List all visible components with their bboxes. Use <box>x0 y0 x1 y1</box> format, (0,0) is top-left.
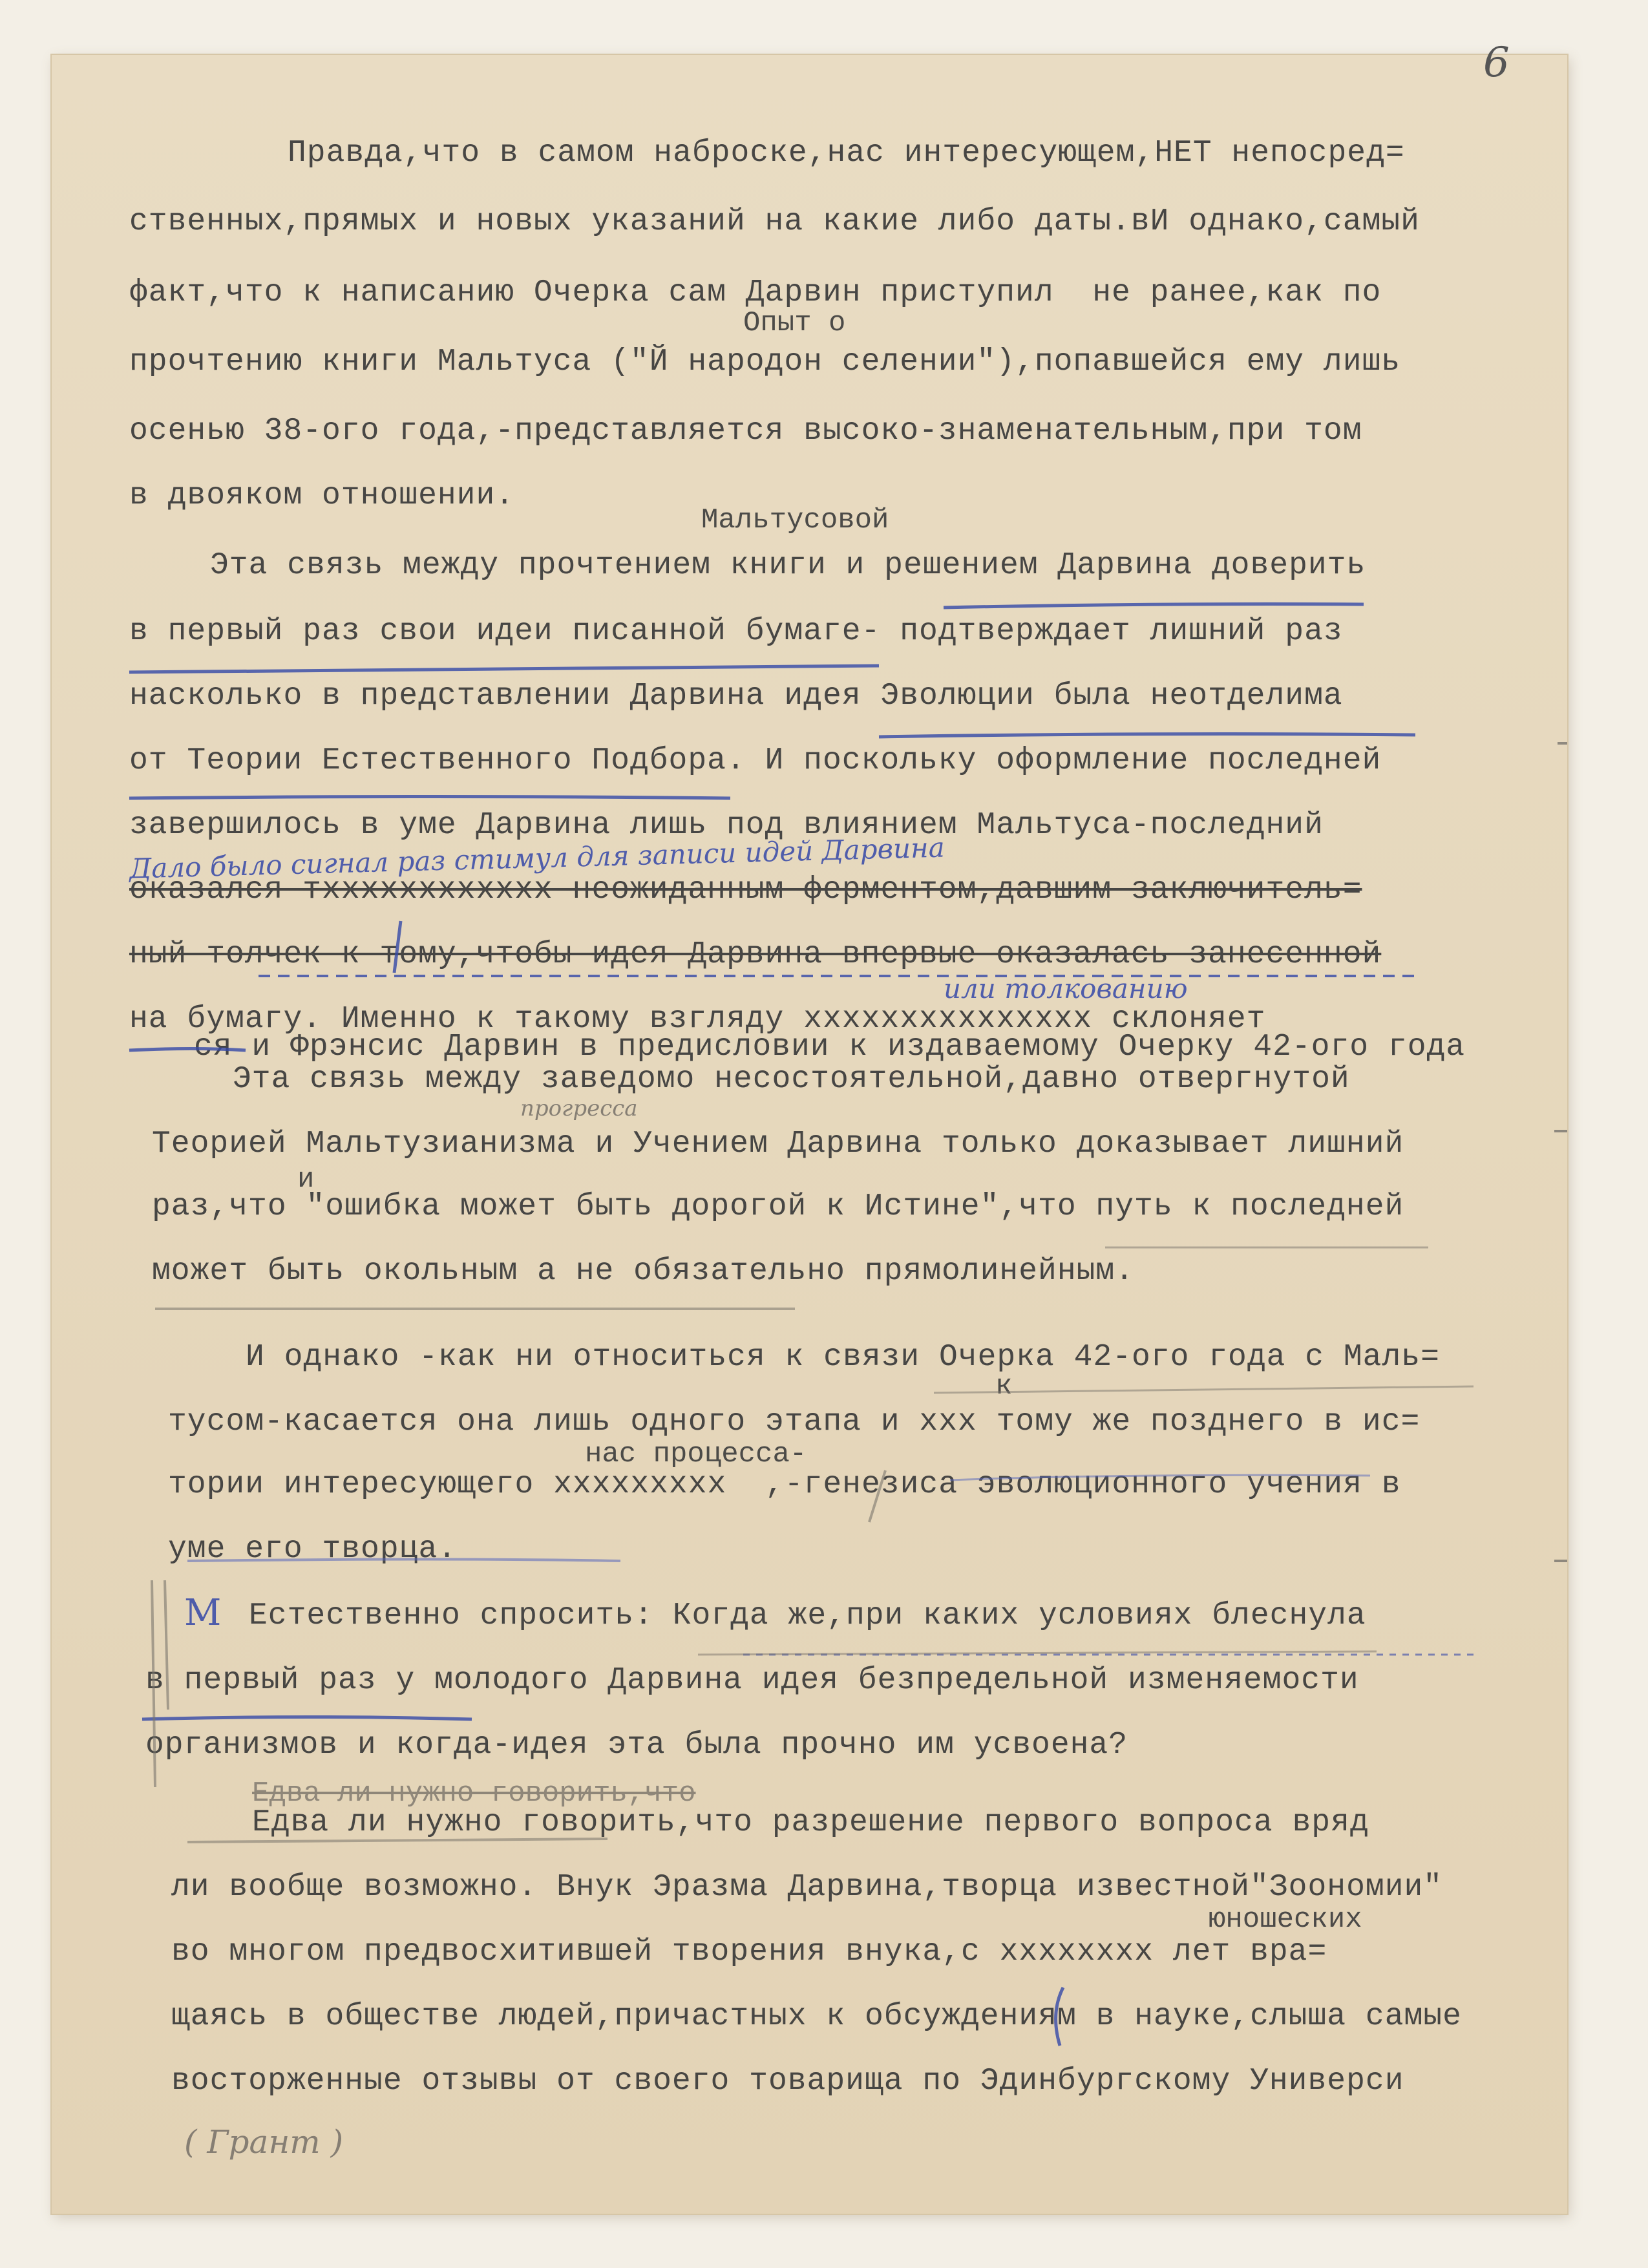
line-2: ственных,прямых и новых указаний на какие либо даты.вИ однако,самый <box>129 204 1420 239</box>
blue-underline-5 <box>129 1049 246 1051</box>
line-10: от Теории Естественного Подбора. И поскольку оформление последней <box>129 743 1382 778</box>
line-14: на бумагу. Именно к такому взгляду ххххххххххххххх склоняет <box>129 1002 1266 1037</box>
pencil-margin-bar-1 <box>152 1580 155 1787</box>
margin-mark-m: M <box>184 1592 222 1634</box>
line-23: уме его творца. <box>168 1532 458 1567</box>
blue-underline-6 <box>142 1717 472 1720</box>
line-11: завершилось в уме Дарвина лишь под влиянием Мальтуса-последний <box>129 808 1324 843</box>
blue-vertical-mark <box>394 921 401 973</box>
pencil-underline-5 <box>187 1839 607 1842</box>
line-13: ный толчек к тому,чтобы идея Дарвина впервые оказалась занесенной <box>129 937 1382 972</box>
line-27: Едва ли нужно говорить,что разрешение первого вопроса вряд <box>252 1805 1369 1840</box>
line-16: Эта связь между заведомо несостоятельной,давно отвергнутой <box>233 1062 1350 1097</box>
line-8: в первый раз свои идеи писанной бумаге- подтверждает лишний раз <box>129 614 1343 649</box>
line-17: Теорией Мальтузианизма и Учением Дарвина только доказывает лишний <box>152 1127 1404 1161</box>
line-20: И однако -как ни относиться к связи Очерка 42-ого года с Маль= <box>246 1340 1440 1375</box>
line-15: ся и Фрэнсис Дарвин в предисловии к издаваемому Очерку 42-ого года <box>194 1030 1466 1065</box>
line-18: раз,что "ошибка может быть дорогой к Истине",что путь к последней <box>152 1189 1404 1224</box>
line-6: в двояком отношении. <box>129 478 515 513</box>
pencil-scribble-1 <box>950 1475 1370 1480</box>
line-24: Естественно спросить: Когда же,при каких условиях блеснула <box>249 1598 1366 1633</box>
insertion-k: к <box>995 1370 1013 1403</box>
line-21: тусом-касается она лишь одного этапа и ххх тому же позднего в ис= <box>168 1404 1421 1439</box>
line-30: щаясь в обществе людей,причастных к обсуждениям в науке,слыша самые <box>171 1999 1462 2034</box>
editorial-marks <box>52 55 1567 2214</box>
handwritten-margin-note-pencil: ( Грант ) <box>184 2123 344 2161</box>
line-29: во многом предвосхитившей творения внука,с хххххххх лет вра= <box>171 1934 1327 1969</box>
insertion-nas-protsessa: нас процесса- <box>585 1438 807 1470</box>
insertion-maltusovoy: Мальтусовой <box>701 504 889 536</box>
blue-underline-3 <box>879 734 1415 737</box>
pencil-margin-bar-2 <box>165 1580 168 1710</box>
line-5: осенью 38-ого года,-представляется высоко-знаменательным,при том <box>129 414 1362 449</box>
blue-underline-2 <box>129 666 879 672</box>
pencil-underline-3 <box>934 1386 1474 1393</box>
insertion-opyt-o: Опыт о <box>743 307 846 339</box>
blue-bracket-mark <box>1056 1987 1063 2046</box>
line-7: Эта связь между прочтением книги и решением Дарвина доверить <box>210 548 1366 583</box>
line-26: организмов и когда-идея эта была прочно им усвоена? <box>145 1728 1128 1763</box>
page-number: 6 <box>1483 39 1510 87</box>
handwritten-insertion-blue-1: Дало было сигнал раз стимул для записи идей Дарвина <box>129 831 945 885</box>
line-1: Правда,что в самом наброске,нас интересующем,НЕТ непосред= <box>288 136 1405 171</box>
line-3: факт,что к написанию Очерка сам Дарвин приступил не ранее,как по <box>129 275 1382 310</box>
pencil-scribble-2 <box>187 1560 620 1562</box>
line-19: может быть окольным а не обязательно прямолинейным. <box>152 1254 1135 1289</box>
line-9: насколько в представлении Дарвина идея Эволюции была неотделима <box>129 679 1343 714</box>
line-12: оказался тхххххххххххх неожиданным ферментом,давшим заключитель= <box>129 873 1362 907</box>
line-22: тории интересующего ххххххххх ,-генезиса эволюционного учения в <box>168 1467 1401 1502</box>
insertion-edva-crossed: Едва ли нужно говорить,что <box>252 1777 696 1810</box>
line-25: в первый раз у молодого Дарвина идея безпредельной изменяемости <box>145 1663 1359 1698</box>
insertion-yunosheskikh: юношеских <box>1209 1903 1362 1936</box>
manuscript-page <box>52 39 1567 2214</box>
insertion-i: и <box>297 1163 315 1196</box>
line-4: прочтению книги Мальтуса ("Й народон селении"),попавшейся ему лишь <box>129 344 1401 379</box>
handwritten-insertion-pencil-1: прогресса <box>520 1096 638 1121</box>
line-28: ли вообще возможно. Внук Эразма Дарвина,творца известной"Зоономии" <box>171 1870 1443 1905</box>
pencil-bracket <box>869 1470 885 1522</box>
line-31: восторженные отзывы от своего товарища по Эдинбургскому Универси <box>171 2064 1404 2099</box>
blue-underline-1 <box>944 604 1364 608</box>
blue-underline-4 <box>129 797 730 799</box>
handwritten-insertion-blue-2: или толкованию <box>944 973 1188 1004</box>
